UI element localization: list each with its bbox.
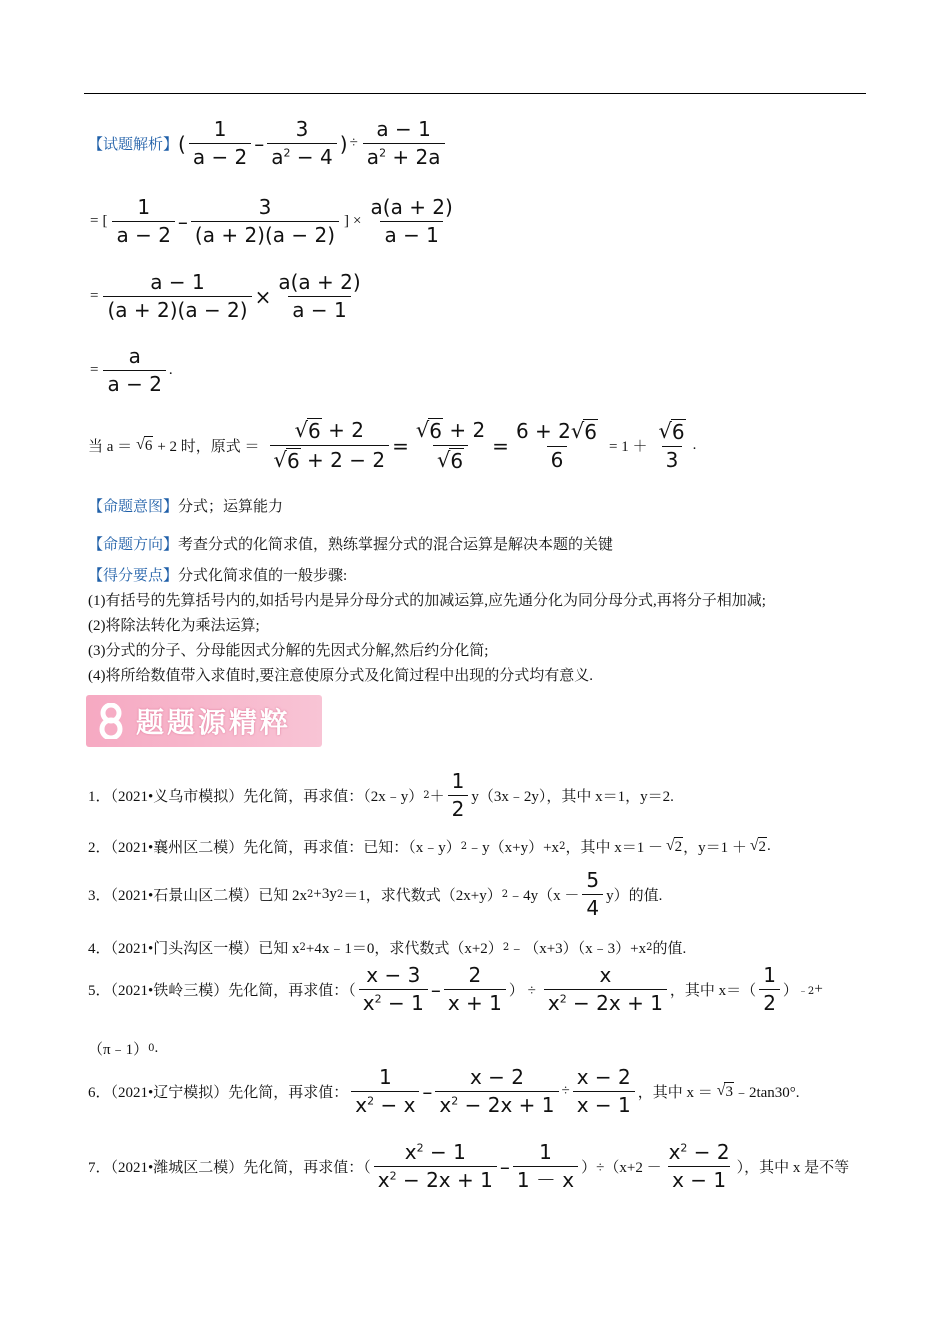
radical-sign: √ <box>716 1082 726 1099</box>
analysis-step-4 <box>88 345 173 396</box>
problem-text: +3y <box>313 886 337 902</box>
exponent: 2 <box>646 942 653 953</box>
problem-3 <box>88 869 662 920</box>
minus-sign: – <box>430 977 441 1002</box>
fraction <box>448 770 469 821</box>
denominator <box>435 1091 558 1117</box>
fraction <box>444 964 506 1015</box>
period: . <box>168 362 173 378</box>
denominator-part: − 2x + 1 <box>396 1168 493 1192</box>
numerator: 2 <box>468 963 482 987</box>
numerator: x − 2 <box>576 1065 631 1089</box>
points-tag: 【得分要点】 <box>88 566 179 584</box>
radical-sign: √ <box>136 436 145 453</box>
exponent: 2 <box>501 889 509 900</box>
radicand: 6 <box>429 419 442 443</box>
sqrt <box>750 837 767 856</box>
result-text: = 1 ＋ <box>608 439 648 455</box>
numerator: a − 1 <box>376 117 431 141</box>
problem-text: ） ÷ <box>508 983 536 999</box>
radicand: 6 <box>450 449 464 473</box>
sqrt <box>717 1082 734 1101</box>
denominator <box>267 143 336 169</box>
fraction <box>359 964 428 1015</box>
radicand: 6 <box>308 419 321 443</box>
numerator-part: − 1 <box>423 1140 466 1164</box>
radicand: 2 <box>674 839 683 855</box>
logo-8-icon <box>92 702 130 740</box>
section-banner <box>86 695 322 747</box>
fraction <box>112 196 174 247</box>
numerator: 3 <box>295 117 309 141</box>
radicand: 6 <box>286 449 300 473</box>
sqrt <box>658 419 685 444</box>
intent-text: 分式；运算能力 <box>178 499 284 515</box>
exponent: 2 <box>374 992 382 1006</box>
numerator-part: + 2 <box>442 418 486 442</box>
sqrt <box>437 448 464 473</box>
problem-text: . <box>154 1040 159 1056</box>
fraction <box>267 118 336 169</box>
numerator <box>512 419 602 446</box>
problem-6 <box>88 1066 800 1117</box>
sqrt <box>274 448 301 473</box>
exponent: 2 <box>336 889 344 900</box>
analysis-step-3 <box>88 271 368 322</box>
numerator-part: + 2 <box>321 418 364 442</box>
points-item-1: (1)有括号的先算括号内的,如括号内是异分母分式的加减运算,应先通分化为同分母分式,再将分子相加减; <box>88 593 766 609</box>
fraction <box>191 196 339 247</box>
equals-sign: = <box>90 362 99 378</box>
problem-text: ，其中 x＝（ <box>669 983 757 999</box>
numerator: a(a + 2) <box>278 270 361 294</box>
divide-sign: ÷ <box>561 1083 570 1099</box>
exponent: 2 <box>460 841 468 852</box>
fraction <box>374 1141 497 1192</box>
problem-text: + <box>814 981 823 997</box>
exponent: 2 <box>451 1094 459 1108</box>
numerator: a(a + 2) <box>370 195 453 219</box>
fraction <box>363 118 445 169</box>
direction-tag: 【命题方向】 <box>88 535 179 553</box>
problem-text: ，其中 x ＝ <box>637 1085 713 1101</box>
exponent: 2 <box>423 790 430 801</box>
fraction <box>412 418 489 473</box>
equals-sign: = <box>90 288 99 304</box>
denominator: x − 1 <box>573 1091 635 1117</box>
problem-text: ） <box>782 983 798 999</box>
fraction <box>544 964 667 1015</box>
divide-sign: ÷ <box>349 135 358 151</box>
problem-text: 2．（2021•襄州区二模）先化简，再求值：已知：（x﹣y） <box>88 840 461 856</box>
exponent: 2 <box>299 942 306 953</box>
denominator: a − 2 <box>103 370 165 396</box>
exponent: 0 <box>148 1043 155 1054</box>
denominator: 2 <box>448 795 469 821</box>
numerator: 3 <box>258 195 272 219</box>
exponent: 2 <box>502 942 510 953</box>
problem-text: 4．（2021•门头沟区一模）已知 x <box>88 941 300 957</box>
radical-sign: √ <box>658 419 672 443</box>
problem-text: ）÷（x+2 － <box>581 1160 662 1176</box>
problem-7 <box>88 1141 849 1192</box>
denominator: (a + 2)(a − 2) <box>191 221 339 247</box>
denominator <box>359 989 428 1015</box>
problem-text: 3．（2021•石景山区二模）已知 2x <box>88 888 308 904</box>
problem-text: y）的值. <box>606 888 663 904</box>
equals-sign: = <box>392 433 409 458</box>
denominator <box>433 445 468 473</box>
sqrt <box>295 418 322 443</box>
fraction <box>665 1141 734 1192</box>
numerator: 5 <box>586 868 600 892</box>
numerator: 1 <box>213 117 227 141</box>
points-text: 分式化简求值的一般步骤: <box>178 568 348 584</box>
problem-text: 5．（2021•铁岭三模）先化简，再求值：（ <box>88 983 356 999</box>
problem-text: ＝1，求代数式（2x+y） <box>343 888 502 904</box>
denominator-part: a <box>271 145 284 169</box>
problem-text: ﹣（x+3）（x﹣3）+x <box>509 941 647 957</box>
denominator-part: − x <box>374 1093 416 1117</box>
sqrt <box>571 419 598 444</box>
problem-text: ﹣y（x+y）+x <box>467 840 560 856</box>
denominator: 6 <box>547 446 568 472</box>
direction-line <box>88 533 613 554</box>
denominator: x + 1 <box>444 989 506 1015</box>
fraction <box>270 418 390 473</box>
denominator: a − 2 <box>189 143 251 169</box>
fraction <box>435 1066 558 1117</box>
intent-tag: 【命题意图】 <box>88 497 179 515</box>
minus-sign: – <box>499 1154 510 1179</box>
bracket-open: [ <box>102 213 108 229</box>
exponent: 2 <box>307 889 314 900</box>
numerator: 1 <box>378 1065 392 1089</box>
minus-sign: – <box>254 131 265 156</box>
denominator-part: − 4 <box>290 145 333 169</box>
denominator <box>270 445 390 473</box>
denominator: 1 － x <box>513 1166 578 1192</box>
banner-title: 题题源精粹 <box>136 706 292 739</box>
fraction <box>103 345 165 396</box>
fraction <box>189 118 251 169</box>
fraction <box>654 419 689 472</box>
paren-open: ( <box>178 131 186 156</box>
problem-text: ），其中 x 是不等 <box>736 1160 850 1176</box>
numerator: x − 2 <box>469 1065 524 1089</box>
denominator: a − 2 <box>112 221 174 247</box>
denominator-part: − 1 <box>381 991 424 1015</box>
times-sign: × <box>254 284 272 309</box>
denominator: 2 <box>759 989 780 1015</box>
problem-text: y（3x﹣2y），其中 x＝1，y＝2. <box>471 789 674 805</box>
denominator: 3 <box>662 446 683 472</box>
exponent: 2 <box>559 841 566 852</box>
exponent: ﹣2 <box>797 986 815 997</box>
fraction <box>367 196 457 247</box>
sqrt <box>136 436 153 455</box>
text-original: + 2 时，原式 ＝ <box>157 439 260 455</box>
denominator: (a + 2)(a − 2) <box>103 296 251 322</box>
denominator <box>363 143 445 169</box>
times-sign: × <box>353 213 362 229</box>
problem-text: （π﹣1） <box>88 1042 149 1058</box>
fraction <box>351 1066 419 1117</box>
denominator <box>351 1091 419 1117</box>
points-item-4: (4)将所给数值带入求值时,要注意使原分式及化简过程中出现的分式均有意义. <box>88 668 593 684</box>
numerator <box>412 418 489 445</box>
denominator-part: x <box>547 991 560 1015</box>
exponent: 2 <box>367 1094 375 1108</box>
analysis-step-2 <box>88 196 460 247</box>
analysis-tag: 【试题解析】 <box>88 135 179 153</box>
problem-text: ，y＝1 ＋ <box>683 840 747 856</box>
radical-sign: √ <box>749 837 759 854</box>
equals-sign: = <box>90 213 99 229</box>
period: . <box>692 437 697 453</box>
problem-5 <box>88 964 823 1015</box>
denominator: a − 1 <box>288 296 350 322</box>
fraction <box>274 271 364 322</box>
exponent: 2 <box>389 1169 397 1183</box>
numerator: x <box>599 963 612 987</box>
problem-text: . <box>767 838 771 854</box>
fraction <box>573 1066 635 1117</box>
minus-sign: – <box>422 1079 433 1104</box>
minus-sign: – <box>177 209 188 234</box>
sqrt <box>416 418 443 443</box>
problem-text: ，其中 x＝1 － <box>565 840 663 856</box>
exponent: 2 <box>680 1141 688 1155</box>
numerator <box>665 1141 734 1166</box>
header-rule <box>84 93 866 94</box>
radical-sign: √ <box>570 419 585 443</box>
denominator-part: a <box>366 145 380 169</box>
points-item-2: (2)将除法转化为乘法运算; <box>88 618 260 634</box>
numerator-part: x <box>404 1140 417 1164</box>
intent-line <box>88 495 283 516</box>
problem-text: 6．（2021•辽宁模拟）先化简，再求值： <box>88 1085 349 1101</box>
radicand: 3 <box>725 1084 733 1100</box>
radicand: 6 <box>671 420 685 444</box>
numerator <box>291 418 368 445</box>
denominator: x − 1 <box>668 1166 730 1192</box>
numerator: 1 <box>539 1140 552 1164</box>
denominator: 4 <box>582 894 603 920</box>
text-when: 当 a ＝ <box>88 439 133 455</box>
problem-4 <box>88 937 686 958</box>
direction-text: 考查分式的化简求值，熟练掌握分式的混合运算是解决本题的关键 <box>178 537 614 553</box>
denominator <box>544 989 667 1015</box>
fraction <box>512 419 602 472</box>
denominator-part: − 2x + 1 <box>458 1093 555 1117</box>
denominator-part: x <box>362 991 375 1015</box>
radicand: 6 <box>144 438 153 454</box>
radical-sign: √ <box>665 837 675 854</box>
radical-sign: √ <box>273 448 287 472</box>
fraction <box>759 964 780 1015</box>
problem-text: 1．（2021•义乌市模拟）先化简，再求值：（2x﹣y） <box>88 789 424 805</box>
points-line <box>88 564 347 585</box>
radical-sign: √ <box>294 418 309 442</box>
fraction <box>103 271 251 322</box>
fraction <box>513 1141 578 1192</box>
analysis-step-5 <box>88 418 696 473</box>
numerator-part: x <box>668 1140 681 1164</box>
problem-text: 的值. <box>652 941 687 957</box>
denominator-part: x <box>439 1093 452 1117</box>
analysis-step-1 <box>88 118 448 169</box>
numerator <box>654 419 689 446</box>
equals-sign: = <box>492 433 509 458</box>
fraction <box>582 869 603 920</box>
denominator: a − 1 <box>380 221 442 247</box>
problem-5-continued <box>88 1038 158 1059</box>
points-item-3: (3)分式的分子、分母能因式分解的先因式分解,然后约分化简; <box>88 643 489 659</box>
bracket-close: ] <box>344 213 350 229</box>
denominator-part: x <box>355 1093 368 1117</box>
radical-sign: √ <box>436 448 451 472</box>
exponent: 2 <box>416 1141 424 1155</box>
problem-text: +4x﹣1＝0，求代数式（x+2） <box>305 941 503 957</box>
denominator-part: − 2x + 1 <box>566 991 663 1015</box>
paren-close: ) <box>339 131 348 156</box>
problem-1 <box>88 770 674 821</box>
problem-text: 7．（2021•潍城区二模）先化简，再求值：（ <box>88 1160 371 1176</box>
denominator-part: + 2a <box>386 145 441 169</box>
problem-text: ﹣2tan30°. <box>733 1085 800 1101</box>
exponent: 2 <box>283 146 291 160</box>
denominator <box>374 1166 497 1192</box>
radicand: 6 <box>584 420 597 444</box>
radicand: 2 <box>758 839 767 855</box>
numerator: x − 3 <box>366 963 421 987</box>
numerator <box>401 1141 470 1166</box>
denominator-part: + 2 − 2 <box>300 448 386 472</box>
exponent: 2 <box>379 146 387 160</box>
numerator-part: − 2 <box>687 1140 730 1164</box>
numerator: 1 <box>137 195 151 219</box>
problem-text: ＋ <box>429 789 445 805</box>
numerator: 1 <box>451 769 465 793</box>
radical-sign: √ <box>415 418 430 442</box>
problem-2 <box>88 836 771 857</box>
exponent: 2 <box>559 992 567 1006</box>
numerator: a <box>128 344 141 368</box>
sqrt <box>666 837 683 856</box>
numerator-part: 6 + 2 <box>515 419 571 443</box>
problem-text: ﹣4y（x － <box>508 888 580 904</box>
numerator: a − 1 <box>150 270 205 294</box>
denominator-part: x <box>377 1168 390 1192</box>
numerator: 1 <box>763 963 776 987</box>
